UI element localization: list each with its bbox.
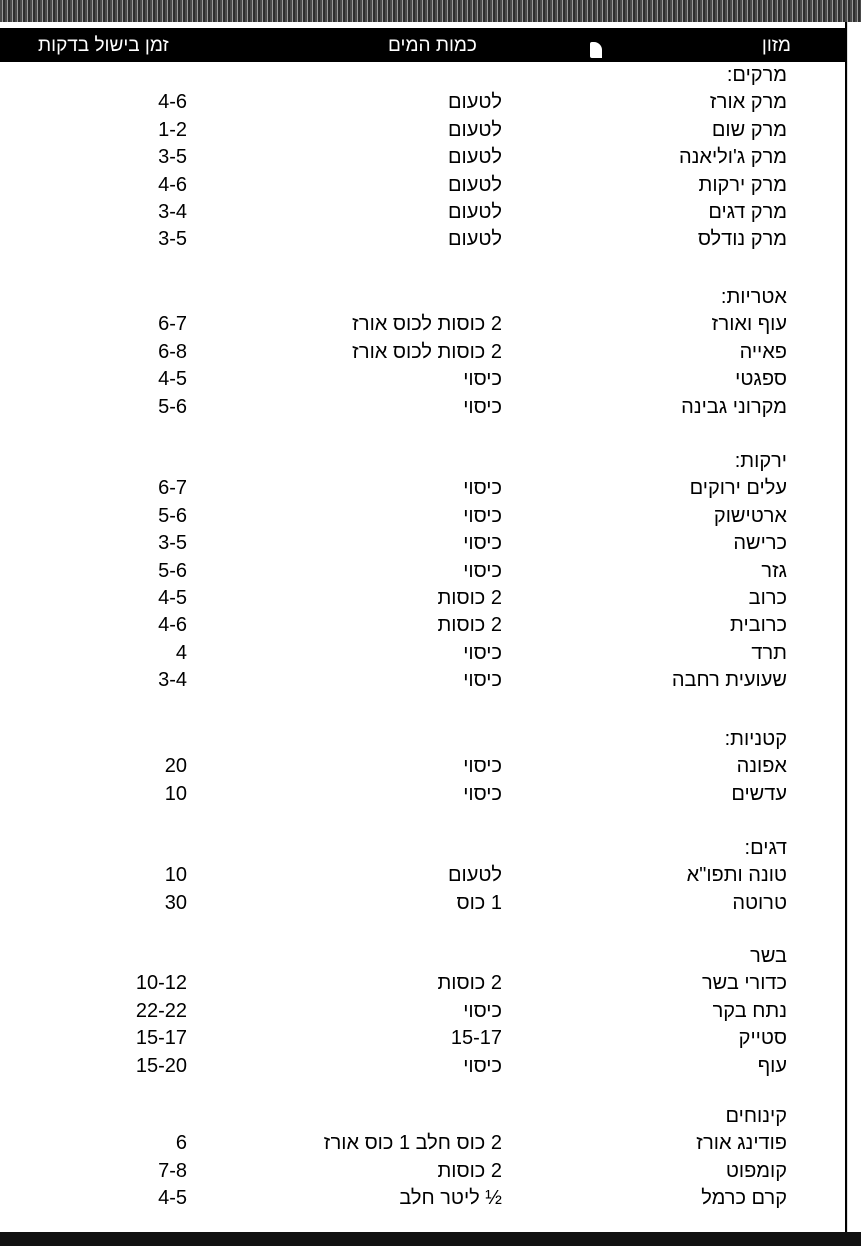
table-row: [0, 477, 845, 505]
section-title: [0, 64, 845, 92]
water-amount: 2 כוסות: [437, 1159, 502, 1182]
cooking-time: 6-8: [158, 340, 187, 363]
food-name: מרק נודלס: [697, 228, 787, 251]
food-name: תרד: [751, 641, 787, 664]
cooking-time: 4-6: [158, 614, 187, 637]
cooking-time: 10: [164, 864, 187, 887]
cooking-time: 3-4: [158, 669, 187, 692]
food-name: מרק ג'וליאנה: [678, 146, 787, 169]
table-row: [0, 91, 845, 119]
cooking-time: 7-8: [158, 1159, 187, 1182]
water-amount: לטעום: [447, 118, 502, 141]
water-amount: לטעום: [447, 864, 502, 887]
water-amount: כיסוי: [463, 559, 502, 582]
table-row: [0, 368, 845, 396]
cooking-time: 6-7: [158, 477, 187, 500]
cooking-time: 3-4: [158, 201, 187, 223]
food-name: מרק דגים: [708, 201, 787, 223]
water-amount: כיסוי: [463, 504, 502, 527]
cooking-time: 20: [164, 755, 187, 778]
table-row: [0, 1187, 845, 1215]
water-amount: לטעום: [447, 173, 502, 196]
food-name: שעועית רחבה: [671, 669, 787, 692]
food-name: גזר: [761, 559, 787, 582]
cooking-table-page: [0, 22, 848, 1232]
water-amount: כיסוי: [463, 641, 502, 664]
water-amount: כיסוי: [463, 782, 502, 805]
section-title-text: בשר: [750, 945, 787, 967]
table-row: [0, 396, 845, 424]
section-title: [0, 837, 845, 865]
table-row: [0, 755, 845, 783]
cooking-time: 15-17: [135, 1027, 187, 1050]
food-name: סטייק: [738, 1027, 787, 1050]
table-row: [0, 532, 845, 560]
cooking-time: 10: [164, 782, 187, 805]
scan-edge-top: [0, 0, 861, 22]
cooking-time: 4-5: [158, 1187, 187, 1210]
water-amount: לטעום: [447, 146, 502, 169]
table-row: [0, 313, 845, 341]
water-amount: 2 כוס חלב 1 כוס אורז: [323, 1132, 502, 1155]
table-row: [0, 892, 845, 920]
header-food: מזון: [761, 35, 791, 56]
water-amount: לטעום: [447, 228, 502, 251]
food-name: מרק ירקות: [698, 173, 787, 196]
cooking-time: 4: [175, 641, 187, 664]
cooking-time: 10-12: [135, 972, 187, 995]
food-name: נתח בקר: [712, 999, 787, 1022]
cooking-time: 5-6: [158, 559, 187, 582]
food-name: פודינג אורז: [696, 1132, 787, 1155]
water-amount: לטעום: [447, 201, 502, 223]
water-amount: 15-17: [450, 1027, 502, 1050]
table-row: [0, 505, 845, 533]
water-amount: 2 כוסות: [437, 972, 502, 995]
water-amount: כיסוי: [463, 532, 502, 555]
table-row: [0, 864, 845, 892]
food-name: עוף: [757, 1054, 787, 1077]
food-name: מרק שום: [711, 118, 787, 141]
cooking-time: 5-6: [158, 504, 187, 527]
water-amount: 2 כוסות: [437, 587, 502, 609]
water-amount: כיסוי: [463, 755, 502, 778]
cooking-time: 3-5: [158, 228, 187, 251]
food-name: ספגטי: [735, 368, 787, 391]
cooking-time: 6: [175, 1132, 187, 1155]
water-amount: כיסוי: [463, 999, 502, 1022]
section-title: [0, 1105, 845, 1133]
section-title-text: קינוחים: [725, 1105, 787, 1127]
food-name: אפונה: [736, 755, 787, 778]
table-row: [0, 614, 845, 642]
section-title: [0, 945, 845, 973]
food-name: מקרוני גבינה: [681, 395, 787, 418]
food-name: קומפוט: [725, 1159, 787, 1182]
food-name: עלים ירוקים: [689, 477, 787, 500]
water-amount: 2 כוסות לכוס אורז: [352, 313, 502, 336]
table-row: [0, 1132, 845, 1160]
cooking-time: 4-5: [158, 368, 187, 391]
food-name: טונה ותפו"א: [686, 864, 787, 887]
food-name: כרוב: [748, 587, 787, 609]
table-row: [0, 174, 845, 202]
section-title-text: אטריות:: [720, 286, 787, 308]
cooking-time: 3-5: [158, 146, 187, 169]
cooking-time: 3-5: [158, 532, 187, 555]
section-title: [0, 450, 845, 478]
table-row: [0, 119, 845, 147]
cooking-time: 22-22: [135, 999, 187, 1022]
table-row: [0, 146, 845, 174]
food-name: כרובית: [730, 614, 787, 637]
water-amount: כיסוי: [463, 1054, 502, 1077]
table-row: [0, 228, 845, 256]
food-name: עדשים: [731, 782, 787, 805]
food-name: טרוטה: [732, 891, 787, 914]
table-body: [0, 22, 845, 1232]
water-amount: 1 כוס: [456, 891, 502, 914]
section-title-text: מרקים:: [726, 64, 787, 86]
table-row: [0, 1027, 845, 1055]
cooking-time: 1-2: [158, 118, 187, 141]
table-row: [0, 201, 845, 229]
table-row: [0, 1055, 845, 1083]
scan-edge-right: [847, 22, 861, 1242]
cooking-time: 30: [164, 891, 187, 914]
table-row: [0, 642, 845, 670]
cooking-time: 4-5: [158, 587, 187, 609]
water-amount: כיסוי: [463, 477, 502, 500]
water-amount: כיסוי: [463, 395, 502, 418]
table-row: [0, 341, 845, 369]
scan-edge-bottom: [0, 1232, 861, 1246]
food-name: ארטישוק: [713, 504, 787, 527]
header-water-amount: כמות המים: [388, 35, 477, 56]
water-amount: כיסוי: [463, 669, 502, 692]
cooking-time: 4-6: [158, 173, 187, 196]
table-row: [0, 1160, 845, 1188]
section-title-text: קטניות:: [724, 728, 787, 750]
food-name: עוף ואורז: [711, 313, 787, 336]
water-amount: ½ ליטר חלב: [399, 1187, 502, 1210]
cooking-time: 6-7: [158, 313, 187, 336]
table-row: [0, 560, 845, 588]
food-name: פאייה: [739, 340, 787, 363]
table-row: [0, 587, 845, 615]
cooking-time: 15-20: [135, 1054, 187, 1077]
section-title: [0, 286, 845, 314]
food-name: כרישה: [733, 532, 787, 555]
water-amount: כיסוי: [463, 368, 502, 391]
food-name: כדורי בשר: [701, 972, 787, 995]
section-title-text: דגים:: [744, 837, 787, 859]
section-title-text: ירקות:: [734, 450, 787, 472]
water-amount: לטעום: [447, 91, 502, 114]
cooking-time: 4-6: [158, 91, 187, 114]
header-cooking-time: זמן בישול בדקות: [38, 35, 169, 56]
table-row: [0, 783, 845, 811]
food-name: קרם כרמל: [701, 1187, 787, 1210]
cooking-time: 5-6: [158, 395, 187, 418]
table-row: [0, 972, 845, 1000]
table-row: [0, 669, 845, 697]
food-name: מרק אורז: [709, 91, 787, 114]
table-row: [0, 1000, 845, 1028]
water-amount: 2 כוסות לכוס אורז: [352, 340, 502, 363]
water-amount: 2 כוסות: [437, 614, 502, 637]
section-title: [0, 728, 845, 756]
